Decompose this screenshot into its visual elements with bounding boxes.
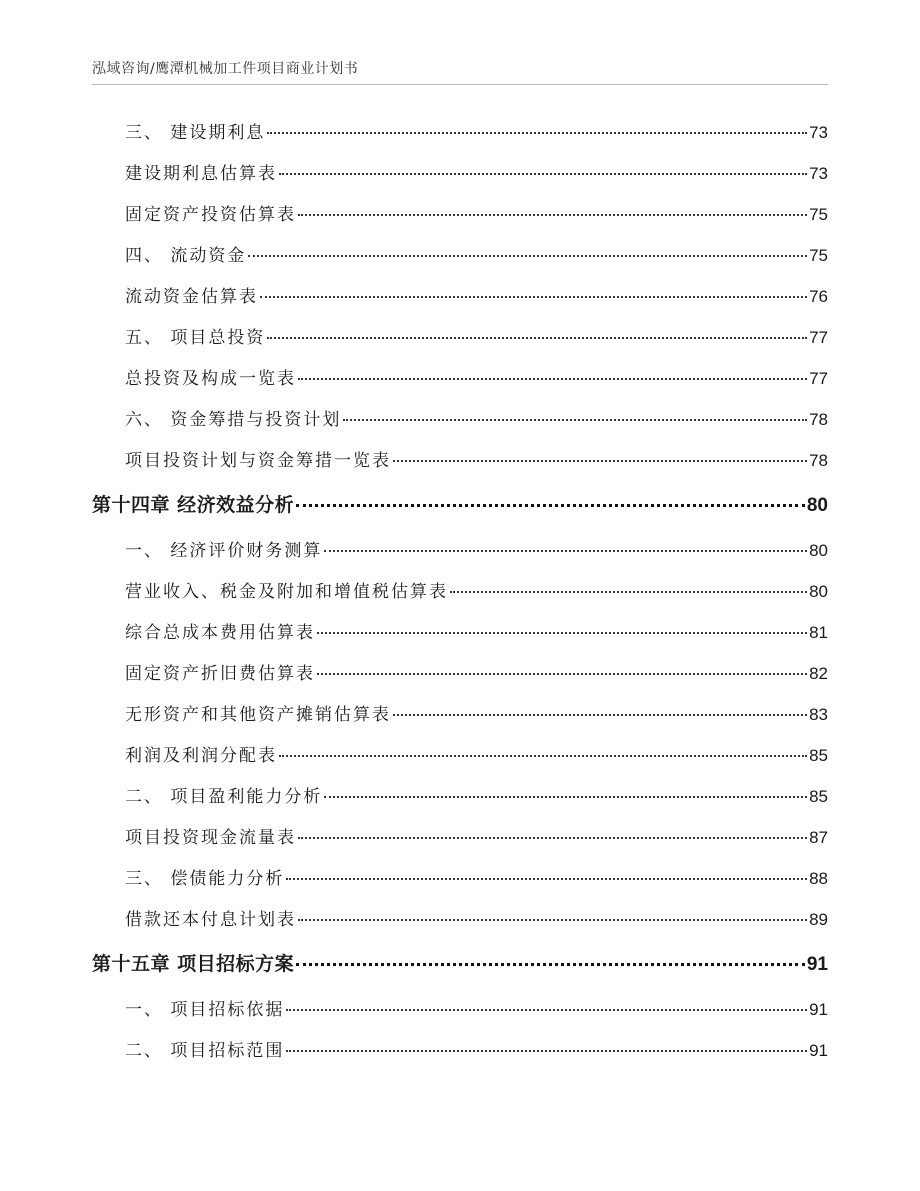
toc-entry[interactable] (92, 694, 828, 735)
toc-entry-title: 综合总成本费用估算表 (125, 623, 315, 643)
toc-entry-title: 固定资产折旧费估算表 (125, 664, 315, 684)
toc-entry[interactable] (92, 989, 828, 1030)
toc-entry-page-number: 73 (809, 164, 828, 183)
toc-entry-title: 总投资及构成一览表 (125, 369, 296, 389)
toc-dot-leader (286, 1009, 807, 1011)
toc-entry-page-number: 75 (809, 246, 828, 265)
toc-entry-title: 无形资产和其他资产摊销估算表 (125, 705, 391, 725)
toc-chapter-entry[interactable] (92, 481, 828, 530)
toc-entry-page-number: 89 (809, 910, 828, 929)
toc-entry-title: 三、 偿债能力分析 (125, 869, 285, 889)
toc-entry-page-number: 76 (809, 287, 828, 306)
toc-entry-page-number: 73 (809, 123, 828, 142)
toc-dot-leader (317, 632, 807, 634)
toc-dot-leader (267, 337, 807, 339)
toc-dot-leader (324, 550, 807, 552)
toc-dot-leader (267, 132, 807, 134)
toc-entry-page-number: 83 (809, 705, 828, 724)
toc-entry-title: 项目投资现金流量表 (125, 828, 296, 848)
toc-dot-leader (248, 255, 807, 257)
toc-entry-title: 三、 建设期利息 (125, 123, 266, 143)
toc-entry[interactable] (92, 530, 828, 571)
toc-entry-title: 六、 资金筹措与投资计划 (125, 410, 342, 430)
toc-entry[interactable] (92, 358, 828, 399)
toc-entry-page-number: 91 (809, 1041, 828, 1060)
toc-entry-page-number: 75 (809, 205, 828, 224)
toc-chapter-entry[interactable] (92, 940, 828, 989)
page-header: 泓域咨询/鹰潭机械加工件项目商业计划书 (92, 61, 359, 77)
toc-entry[interactable] (92, 112, 828, 153)
toc-entry-title: 一、 项目招标依据 (125, 1000, 285, 1020)
toc-entry-page-number: 77 (809, 328, 828, 347)
toc-entry-title: 五、 项目总投资 (125, 328, 266, 348)
toc-dot-leader (286, 878, 807, 880)
toc-dot-leader (279, 755, 807, 757)
toc-entry-page-number: 82 (809, 664, 828, 683)
toc-entry[interactable] (92, 776, 828, 817)
toc-entry[interactable] (92, 899, 828, 940)
toc-entry[interactable] (92, 571, 828, 612)
toc-entry-title: 建设期利息估算表 (125, 164, 277, 184)
toc-dot-leader (298, 837, 807, 839)
toc-dot-leader (296, 963, 805, 966)
toc-entry[interactable] (92, 153, 828, 194)
toc-entry-title: 营业收入、税金及附加和增值税估算表 (125, 582, 448, 602)
toc-entry-page-number: 78 (809, 451, 828, 470)
toc-entry-title: 二、 项目盈利能力分析 (125, 787, 323, 807)
toc-entry[interactable] (92, 317, 828, 358)
toc-dot-leader (298, 378, 807, 380)
toc-dot-leader (324, 796, 807, 798)
toc-dot-leader (393, 714, 807, 716)
toc-entry-page-number: 87 (809, 828, 828, 847)
toc-dot-leader (260, 296, 807, 298)
toc-entry-page-number: 81 (809, 623, 828, 642)
toc-entry-page-number: 91 (806, 954, 828, 975)
toc-dot-leader (286, 1050, 807, 1052)
toc-entry[interactable] (92, 612, 828, 653)
toc-entry[interactable] (92, 1030, 828, 1071)
toc-dot-leader (393, 460, 807, 462)
toc-entry-title: 项目投资计划与资金筹措一览表 (125, 451, 391, 471)
toc-entry-title: 四、 流动资金 (125, 246, 247, 266)
toc-dot-leader (296, 504, 805, 507)
toc-entry-page-number: 80 (809, 582, 828, 601)
toc-entry[interactable] (92, 276, 828, 317)
toc-entry[interactable] (92, 235, 828, 276)
toc-entry[interactable] (92, 440, 828, 481)
toc-entry[interactable] (92, 858, 828, 899)
table-of-contents (92, 112, 828, 1071)
toc-entry[interactable] (92, 653, 828, 694)
toc-entry-title: 第十四章 经济效益分析 (92, 494, 295, 516)
toc-entry-page-number: 80 (806, 495, 828, 516)
toc-entry[interactable] (92, 194, 828, 235)
toc-entry-page-number: 85 (809, 787, 828, 806)
toc-entry-page-number: 80 (809, 541, 828, 560)
toc-entry-title: 借款还本付息计划表 (125, 910, 296, 930)
toc-dot-leader (343, 419, 807, 421)
toc-entry-page-number: 85 (809, 746, 828, 765)
toc-dot-leader (298, 214, 807, 216)
toc-entry-page-number: 77 (809, 369, 828, 388)
toc-entry[interactable] (92, 399, 828, 440)
toc-entry-title: 第十五章 项目招标方案 (92, 953, 295, 975)
toc-entry-title: 流动资金估算表 (125, 287, 258, 307)
header-divider (92, 84, 828, 85)
toc-entry[interactable] (92, 735, 828, 776)
toc-dot-leader (450, 591, 807, 593)
toc-entry[interactable] (92, 817, 828, 858)
toc-entry-title: 一、 经济评价财务测算 (125, 541, 323, 561)
toc-entry-page-number: 91 (809, 1000, 828, 1019)
toc-entry-title: 利润及利润分配表 (125, 746, 277, 766)
toc-entry-title: 固定资产投资估算表 (125, 205, 296, 225)
toc-dot-leader (279, 173, 807, 175)
toc-entry-title: 二、 项目招标范围 (125, 1041, 285, 1061)
toc-dot-leader (317, 673, 807, 675)
toc-dot-leader (298, 919, 807, 921)
toc-entry-page-number: 88 (809, 869, 828, 888)
toc-entry-page-number: 78 (809, 410, 828, 429)
